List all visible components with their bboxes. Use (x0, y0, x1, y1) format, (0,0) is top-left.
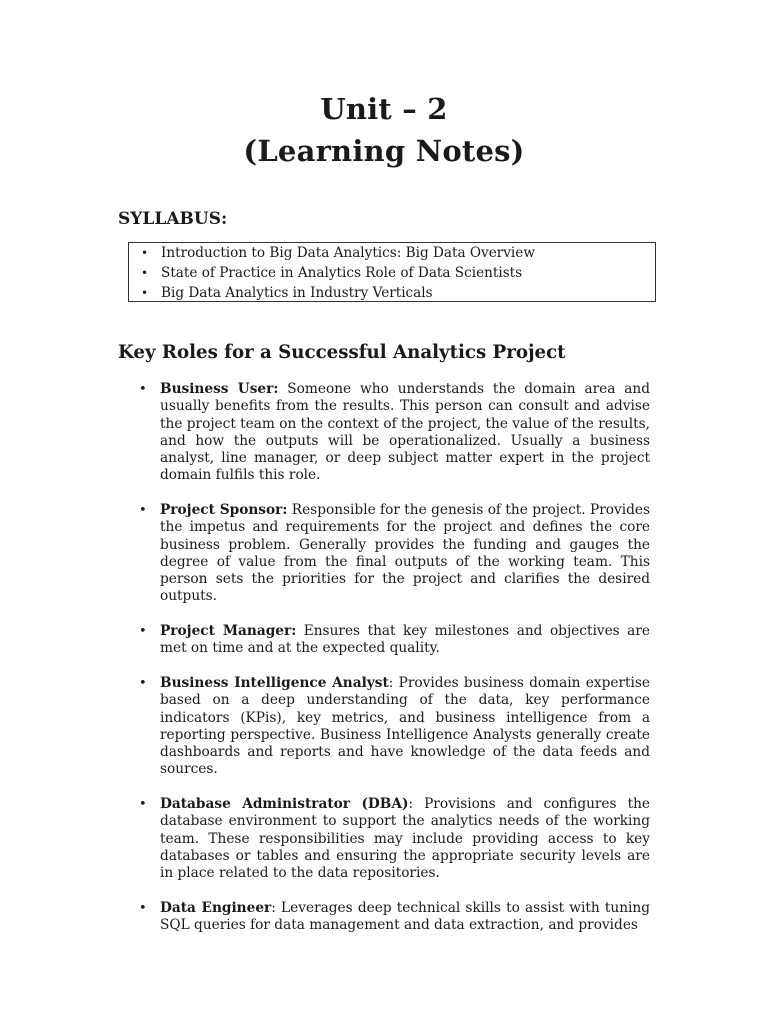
bullet-icon: • (139, 797, 147, 812)
syllabus-item-text: State of Practice in Analytics Role of Data Scientists (161, 265, 523, 281)
role-name: Business User: (160, 381, 279, 397)
unit-title: Unit – 2 (320, 92, 448, 126)
syllabus-heading: SYLLABUS: (118, 209, 228, 229)
bullet-icon: • (141, 286, 149, 300)
section-heading: Key Roles for a Successful Analytics Project (118, 342, 566, 363)
role-description: : Leverages deep technical skills to assist with tuning SQL queries for data management and data extraction, and provides (160, 900, 650, 934)
role-description: : Provides business domain expertise based on a deep understanding of the data, key performance indicators (KPis), key metrics, and business intelligence from a reporting perspective. Business Intelligence Analysts generally create dashboards and reports and have knowledge of the data feeds and sources. (160, 675, 650, 778)
role-project-sponsor (139, 502, 650, 606)
bullet-icon: • (141, 246, 149, 260)
role-name: Project Manager: (160, 623, 297, 639)
bullet-icon: • (139, 624, 147, 639)
unit-subtitle: (Learning Notes) (243, 134, 525, 168)
role-description: : Provisions and configures the database environment to support the analytics needs of the working team. These responsibilities may include providing access to key databases or tables and ensuring the appropriate security levels are in place related to the data repositories. (160, 796, 650, 882)
bullet-icon: • (139, 901, 147, 916)
bullet-icon: • (139, 503, 147, 518)
syllabus-item (129, 283, 655, 303)
syllabus-item (129, 243, 655, 263)
syllabus-item-text: Big Data Analytics in Industry Verticals (161, 285, 433, 301)
syllabus-item (129, 263, 655, 283)
role-project-manager (139, 623, 650, 658)
role-business-user (139, 381, 650, 485)
role-description: Responsible for the genesis of the project. Provides the impetus and requirements for the project and defines the core business problem. Generally provides the funding and gauges the degree of value from the final outputs of the working team. This person sets the priorities for the project and clarifies the desired outputs. (160, 502, 650, 605)
role-name: Project Sponsor: (160, 502, 288, 518)
bullet-icon: • (139, 676, 147, 691)
role-business-intelligence-analyst (139, 675, 650, 779)
role-data-engineer (139, 900, 650, 935)
role-description: Ensures that key milestones and objectives are met on time and at the expected quality. (160, 623, 650, 657)
role-name: Database Administrator (DBA) (160, 796, 409, 812)
role-name: Business Intelligence Analyst (160, 675, 389, 691)
bullet-icon: • (141, 266, 149, 280)
role-name: Data Engineer (160, 900, 272, 916)
role-description: Someone who understands the domain area and usually benefits from the results. This person can consult and advise the project team on the context of the project, the value of the results, and how the outputs will be operationalized. Usually a business analyst, line manager, or deep subject matter expert in the project domain fulfils this role. (160, 381, 650, 484)
syllabus-list (129, 243, 655, 303)
syllabus-box (128, 242, 656, 302)
syllabus-item-text: Introduction to Big Data Analytics: Big Data Overview (161, 245, 535, 261)
role-database-administrator (139, 796, 650, 882)
bullet-icon: • (139, 382, 147, 397)
